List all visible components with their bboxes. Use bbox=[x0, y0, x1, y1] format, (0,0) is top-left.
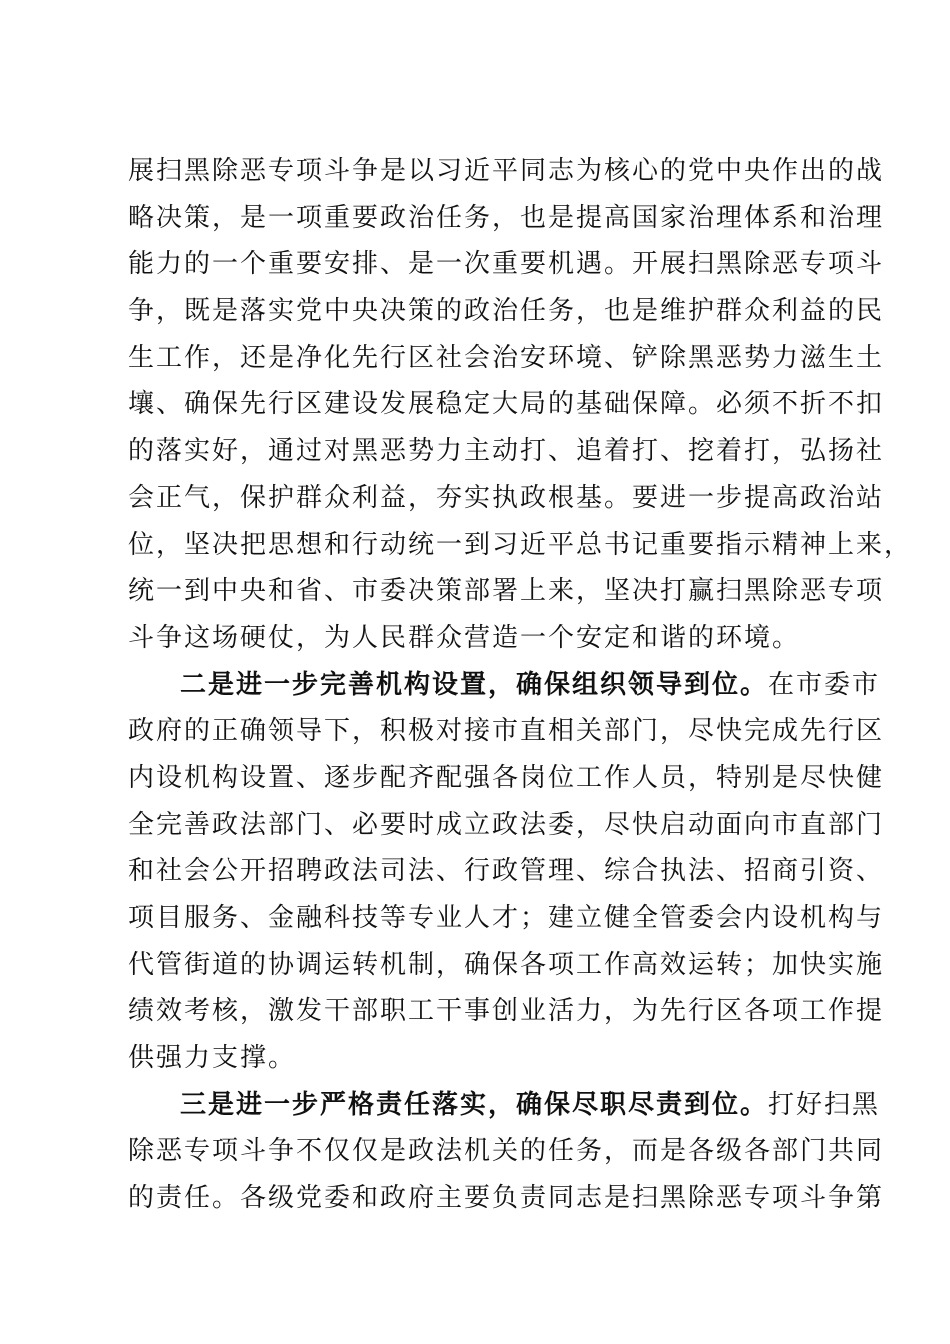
text-line: 内设机构设置、逐步配齐配强各岗位工作人员，特别是尽快健 bbox=[128, 762, 885, 793]
paragraph-1 bbox=[128, 148, 913, 662]
text-line: 的责任。各级党委和政府主要负责同志是扫黑除恶专项斗争第 bbox=[128, 1183, 885, 1214]
text-run: 在市委市 bbox=[768, 669, 881, 700]
paragraph-2 bbox=[128, 662, 885, 1082]
text-line: 争，既是落实党中央决策的政治任务，也是维护群众利益的民 bbox=[128, 296, 885, 327]
text-line: 斗争这场硬仗，为人民群众营造一个安定和谐的环境。 bbox=[128, 622, 801, 653]
text-line: 会正气，保护群众利益，夯实执政根基。要进一步提高政治站 bbox=[128, 482, 885, 513]
text-line: 除恶专项斗争不仅仅是政法机关的任务，而是各级各部门共同 bbox=[128, 1136, 885, 1167]
text-line: 展扫黑除恶专项斗争是以习近平同志为核心的党中央作出的战 bbox=[128, 156, 885, 186]
text-line: 供强力支撑。 bbox=[128, 1043, 297, 1074]
text-line: 代管街道的协调运转机制，确保各项工作高效运转；加快实施 bbox=[128, 949, 885, 980]
text-line: 略决策，是一项重要政治任务，也是提高国家治理体系和治理 bbox=[128, 202, 885, 233]
paragraph-3 bbox=[128, 1082, 885, 1222]
text-line: 的落实好，通过对黑恶势力主动打、追着打、挖着打，弘扬社 bbox=[128, 436, 885, 467]
paragraph-heading: 三是进一步严格责任落实，确保尽职尽责到位。 bbox=[180, 1089, 769, 1120]
text-run: 打好扫黑 bbox=[768, 1089, 881, 1120]
text-line: 生工作，还是净化先行区社会治安环境、铲除黑恶势力滋生土 bbox=[128, 342, 885, 373]
text-line: 绩效考核，激发干部职工干事创业活力，为先行区各项工作提 bbox=[128, 996, 885, 1027]
text-line: 政府的正确领导下，积极对接市直相关部门，尽快完成先行区 bbox=[128, 716, 885, 747]
text-line: 壤、确保先行区建设发展稳定大局的基础保障。必须不折不扣 bbox=[128, 389, 885, 420]
text-line bbox=[128, 662, 881, 709]
document-body bbox=[128, 148, 913, 1222]
text-line: 统一到中央和省、市委决策部署上来，坚决打赢扫黑除恶专项 bbox=[128, 576, 885, 607]
text-line: 和社会公开招聘政法司法、行政管理、综合执法、招商引资、 bbox=[128, 856, 885, 887]
paragraph-heading: 二是进一步完善机构设置，确保组织领导到位。 bbox=[180, 669, 769, 700]
text-line: 项目服务、金融科技等专业人才；建立健全管委会内设机构与 bbox=[128, 903, 885, 933]
text-line: 能力的一个重要安排、是一次重要机遇。开展扫黑除恶专项斗 bbox=[128, 249, 885, 280]
text-line bbox=[128, 1082, 881, 1129]
text-line: 全完善政法部门、必要时成立政法委，尽快启动面向市直部门 bbox=[128, 809, 885, 840]
text-line: 位，坚决把思想和行动统一到习近平总书记重要指示精神上来， bbox=[128, 529, 913, 560]
